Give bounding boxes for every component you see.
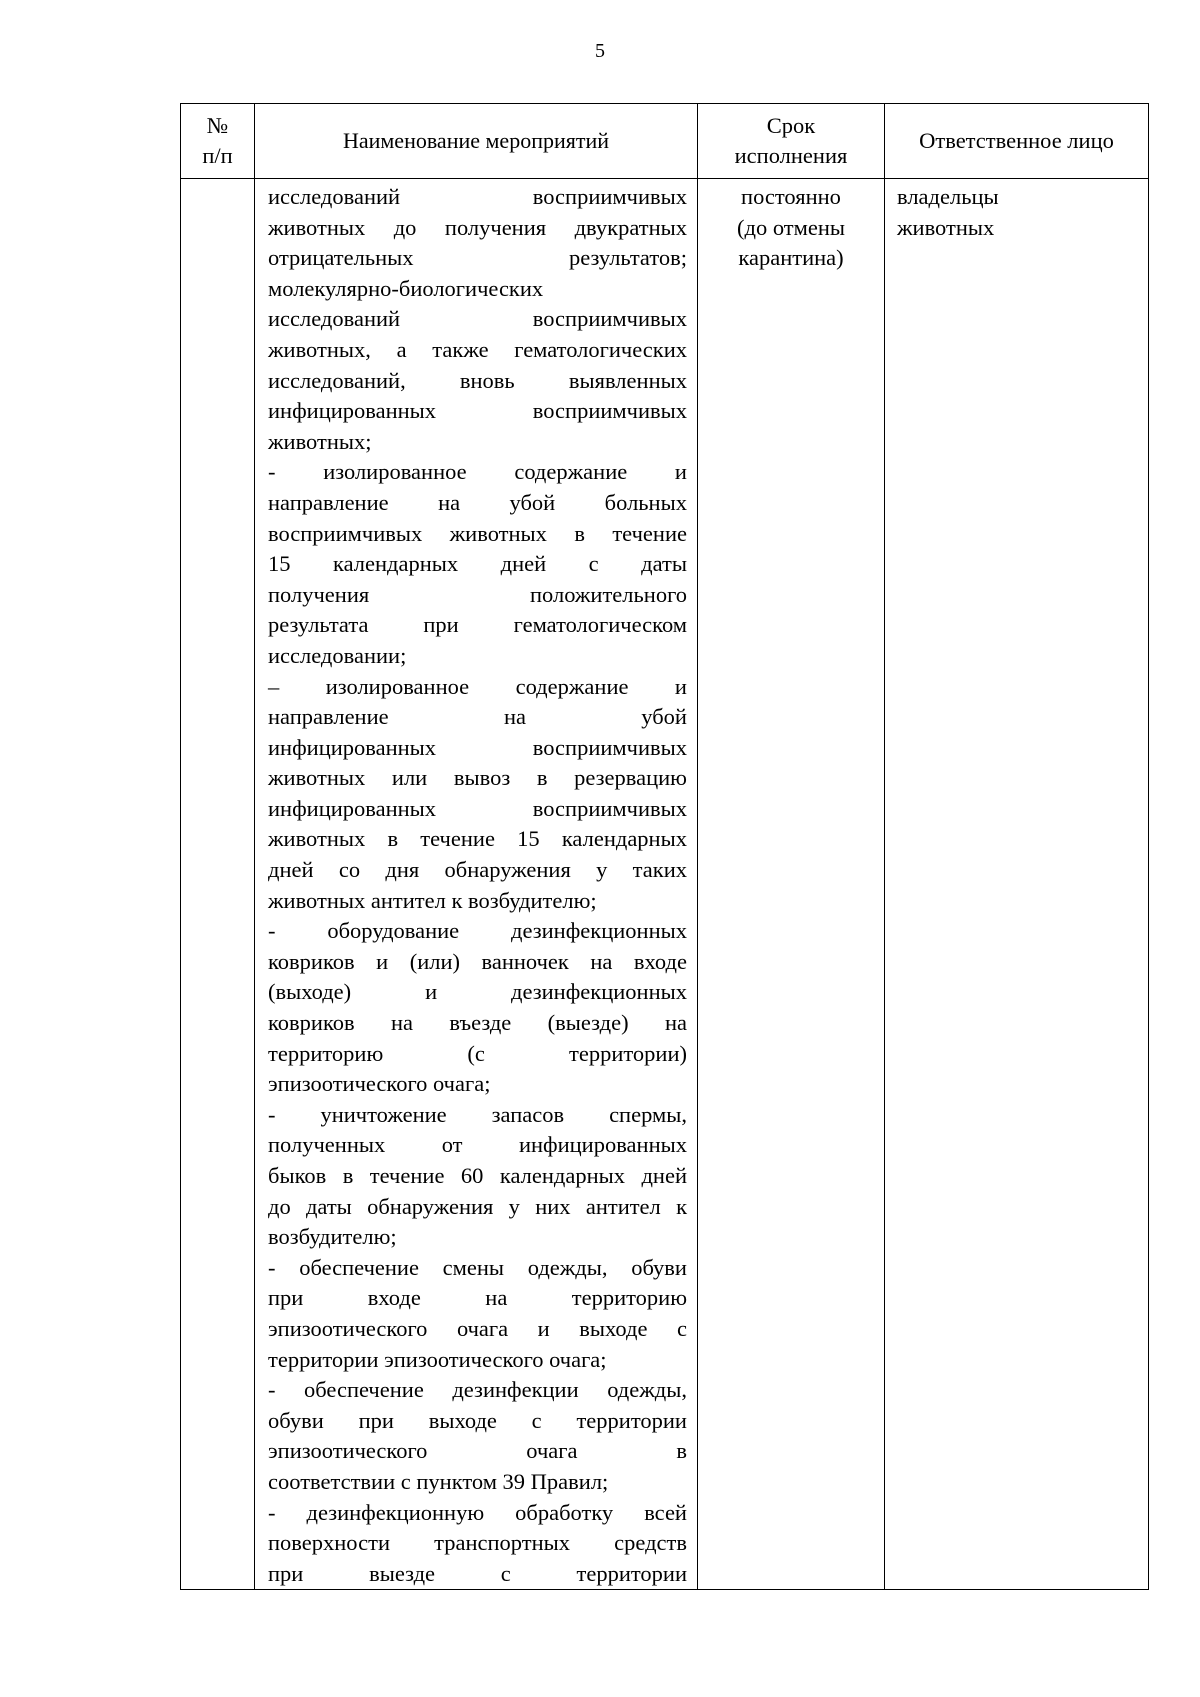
measures-line (268, 1161, 687, 1192)
measures-line (268, 1375, 687, 1406)
measures-word: на (391, 1010, 414, 1036)
measures-word: - (268, 459, 276, 485)
measures-word: дезинфекционных (511, 979, 687, 1005)
measures-word: результатов; (569, 245, 687, 271)
measures-word: резервацию (574, 765, 687, 791)
measures-word: очага (526, 1438, 578, 1464)
measures-word: животных (449, 520, 547, 546)
measures-word: инфицированных (268, 795, 437, 821)
measures-word: ванночек (481, 948, 569, 974)
measures-word: территорию (571, 1285, 687, 1311)
measures-word: - (268, 1254, 276, 1280)
measures-word: оборудование (327, 918, 460, 944)
measures-line (268, 488, 687, 519)
measures-word: - (268, 1377, 276, 1403)
measures-line (268, 1039, 687, 1070)
measures-word: на (485, 1285, 508, 1311)
measures-word: дней (500, 551, 547, 577)
measures-word: получения (268, 581, 370, 607)
measures-line (268, 519, 687, 550)
measures-word: и (425, 979, 438, 1005)
measures-word: быков (268, 1163, 327, 1188)
measures-line (268, 304, 687, 335)
measures-word: 60 (460, 1163, 484, 1188)
measures-word: к (676, 1193, 687, 1219)
measures-line (268, 1192, 687, 1223)
measures-word: ковриков (268, 1010, 355, 1036)
measures-line: животных; (268, 428, 372, 454)
measures-word: также (432, 336, 489, 362)
measures-line (268, 794, 687, 825)
measures-line (268, 1100, 687, 1131)
measures-word: дезинфекционных (511, 918, 687, 944)
measures-word: с (500, 1560, 511, 1586)
measures-word: восприимчивых (532, 306, 687, 332)
measures-word: на (438, 489, 461, 515)
measures-line (268, 916, 687, 947)
header-measures: Наименование мероприятий (255, 104, 698, 179)
table-header-row (181, 104, 1149, 179)
measures-word: течение (612, 520, 687, 546)
measures-word: результата (268, 612, 369, 638)
measures-word: исследований (268, 184, 401, 209)
measures-line (268, 366, 687, 397)
measures-word: выезде (369, 1560, 436, 1586)
measures-line (268, 855, 687, 886)
measures-word: - (268, 1499, 276, 1525)
measures-line (268, 1283, 687, 1314)
measures-line (268, 733, 687, 764)
measures-word: обеспечение (299, 1254, 419, 1280)
measures-line (268, 1130, 687, 1161)
responsible-line: владельцы (897, 184, 999, 209)
measures-line (268, 335, 687, 366)
measures-word: с (588, 551, 599, 577)
measures-word: отрицательных (268, 245, 414, 271)
measures-word: и (674, 459, 687, 485)
measures-word: а (396, 336, 407, 362)
measures-line: территории эпизоотического очага; (268, 1346, 607, 1372)
measures-line (268, 1406, 687, 1437)
measures-word: в (574, 520, 585, 546)
measures-word: содержание (514, 459, 628, 485)
measures-word: календарных (333, 551, 459, 577)
measures-word: территорию (268, 1040, 384, 1066)
measures-word: при (268, 1285, 304, 1311)
responsible-text (885, 179, 1148, 243)
measures-word: до (393, 214, 417, 240)
measures-word: полученных (268, 1132, 386, 1158)
measures-word: дня (385, 857, 420, 883)
measures-word: убой (509, 489, 556, 515)
measures-word: даты (305, 1193, 352, 1219)
measures-word: исследований, (268, 367, 406, 393)
cell-measures (255, 179, 698, 1590)
measures-word: изолированное (325, 673, 470, 699)
measures-word: в (536, 765, 548, 791)
measures-line (268, 213, 687, 244)
measures-line (268, 702, 687, 733)
measures-word: антител (585, 1193, 661, 1219)
measures-word: и (376, 948, 389, 974)
measures-word: всей (644, 1499, 687, 1525)
measures-word: запасов (491, 1101, 565, 1127)
page-number: 5 (595, 40, 605, 62)
measures-word: таких (632, 857, 687, 883)
measures-word: вывоз (453, 765, 511, 791)
responsible-line: животных (897, 214, 995, 240)
measures-line (268, 610, 687, 641)
measures-line (268, 580, 687, 611)
measures-line: эпизоотического очага; (268, 1071, 491, 1097)
term-line: карантина) (738, 245, 844, 271)
measures-line (268, 1528, 687, 1559)
measures-word: дезинфекции (452, 1377, 579, 1403)
measures-word: у (596, 857, 608, 883)
measures-word: средств (614, 1530, 687, 1556)
measures-word: при (423, 612, 459, 638)
measures-word: входе (367, 1285, 421, 1311)
measures-word: двукратных (574, 214, 687, 240)
measures-word: восприимчивых (532, 398, 687, 424)
measures-word: инфицированных (518, 1132, 687, 1158)
measures-word: инфицированных (268, 734, 437, 760)
measures-line (268, 1559, 687, 1590)
measures-word: восприимчивых (532, 184, 687, 209)
measures-word: животных (268, 765, 366, 791)
measures-word: обнаружения (444, 857, 571, 883)
measures-word: (выезде) (547, 1010, 629, 1036)
measures-word: очага (456, 1315, 509, 1341)
measures-word: восприимчивых (532, 734, 687, 760)
measures-word: обработку (515, 1499, 614, 1525)
measures-word: поверхности (268, 1530, 390, 1556)
measures-word: обуви (631, 1254, 687, 1280)
measures-line (268, 1253, 687, 1284)
measures-word: - (268, 918, 276, 944)
measures-line (268, 1436, 687, 1467)
measures-word: и (537, 1315, 550, 1341)
measures-word: территории) (569, 1040, 687, 1066)
measures-line (268, 1314, 687, 1345)
measures-word: инфицированных (268, 398, 437, 424)
measures-word: одежды, (527, 1254, 608, 1280)
header-number (181, 104, 255, 179)
measures-word: больных (604, 489, 687, 515)
measures-word: календарных (561, 826, 687, 852)
measures-word: уничтожение (320, 1101, 447, 1127)
measures-word: обеспечение (304, 1377, 424, 1403)
measures-line (268, 243, 687, 274)
measures-word: - (268, 1101, 276, 1127)
measures-word: одежды, (607, 1377, 687, 1403)
measures-word: содержание (515, 673, 629, 699)
measures-word: эпизоотического (268, 1315, 428, 1341)
measures-word: направление (268, 489, 389, 515)
measures-word: смены (442, 1254, 505, 1280)
measures-line: возбудителю; (268, 1224, 397, 1250)
header-term (698, 104, 885, 179)
term-line: постоянно (741, 184, 841, 209)
measures-word: восприимчивых (532, 795, 687, 821)
measures-word: положительного (529, 581, 687, 607)
measures-word: в (676, 1438, 687, 1464)
measures-word: или (391, 765, 428, 791)
measures-word: вновь (459, 367, 515, 393)
cell-number (181, 179, 255, 1590)
measures-word: территории (576, 1560, 687, 1586)
cell-responsible (885, 179, 1149, 1590)
measures-table (180, 103, 1149, 1590)
measures-line: исследовании; (268, 642, 407, 668)
measures-line (268, 182, 687, 213)
measures-word: животных (268, 214, 366, 240)
measures-word: на (590, 948, 613, 974)
measures-word: гематологическом (513, 612, 687, 638)
measures-word: с (531, 1407, 542, 1433)
measures-line (268, 947, 687, 978)
measures-word: с (676, 1315, 687, 1341)
measures-word: убой (641, 704, 687, 730)
measures-word: животных (268, 826, 366, 852)
measures-word: эпизоотического (268, 1438, 428, 1464)
measures-word: выходе (428, 1407, 497, 1433)
measures-word: (с (467, 1040, 485, 1066)
measures-word: животных, (268, 336, 371, 362)
measures-line (268, 824, 687, 855)
measures-word: на (503, 704, 526, 730)
measures-line (268, 977, 687, 1008)
measures-word: 15 (517, 826, 540, 852)
term-text (698, 179, 884, 274)
measures-text (255, 179, 697, 1589)
measures-word: дней (268, 857, 314, 883)
measures-word: дней (641, 1163, 687, 1188)
measures-word: дезинфекционную (306, 1499, 485, 1525)
measures-word: входе (633, 948, 687, 974)
measures-word: – (268, 673, 280, 699)
header-term-line: Срок (766, 113, 816, 138)
measures-line (268, 672, 687, 703)
measures-word: выявленных (568, 367, 687, 393)
measures-word: в (342, 1163, 354, 1188)
term-line: (до отмены (737, 214, 845, 240)
measures-line (268, 763, 687, 794)
measures-word: получения (444, 214, 547, 240)
measures-word: до (268, 1193, 291, 1219)
header-responsible: Ответственное лицо (885, 104, 1149, 179)
measures-line (268, 549, 687, 580)
measures-word: даты (641, 551, 687, 577)
measures-word: обуви (268, 1407, 324, 1433)
measures-word: в (387, 826, 399, 852)
measures-word: течение (369, 1163, 445, 1188)
measures-line (268, 1008, 687, 1039)
measures-line: соответствии с пунктом 39 Правил; (268, 1468, 609, 1494)
measures-word: на (664, 1010, 687, 1036)
measures-word: изолированное (323, 459, 467, 485)
measures-word: при (268, 1560, 304, 1586)
measures-line (268, 457, 687, 488)
measures-word: от (441, 1132, 463, 1158)
cell-term (698, 179, 885, 1590)
measures-word: у (508, 1193, 520, 1219)
measures-word: 15 (268, 551, 291, 577)
measures-word: восприимчивых (268, 520, 423, 546)
measures-word: календарных (499, 1163, 625, 1188)
measures-word: обнаружения (367, 1193, 494, 1219)
measures-word: гематологических (514, 336, 687, 362)
measures-word: спермы, (609, 1101, 687, 1127)
measures-word: исследований (268, 306, 401, 332)
measures-line (268, 396, 687, 427)
measures-word: въезде (449, 1010, 512, 1036)
header-number-symbol: № (206, 113, 229, 138)
measures-word: течение (420, 826, 495, 852)
measures-word: (выходе) (268, 979, 352, 1005)
measures-word: территории (576, 1407, 687, 1433)
header-number-abbrev: п/п (202, 143, 233, 168)
measures-word: и (674, 673, 687, 699)
measures-word: при (358, 1407, 394, 1433)
measures-word: со (338, 857, 361, 883)
table-row (181, 179, 1149, 1590)
measures-word: направление (268, 704, 389, 730)
measures-word: транспортных (434, 1530, 570, 1556)
measures-word: (или) (409, 948, 460, 974)
measures-word: них (535, 1193, 571, 1219)
measures-line: молекулярно-биологических (268, 275, 544, 301)
measures-word: выходе (579, 1315, 648, 1341)
measures-line (268, 1498, 687, 1529)
measures-word: ковриков (268, 948, 355, 974)
header-term-line: исполнения (734, 143, 848, 168)
measures-line: животных антител к возбудителю; (268, 887, 597, 913)
